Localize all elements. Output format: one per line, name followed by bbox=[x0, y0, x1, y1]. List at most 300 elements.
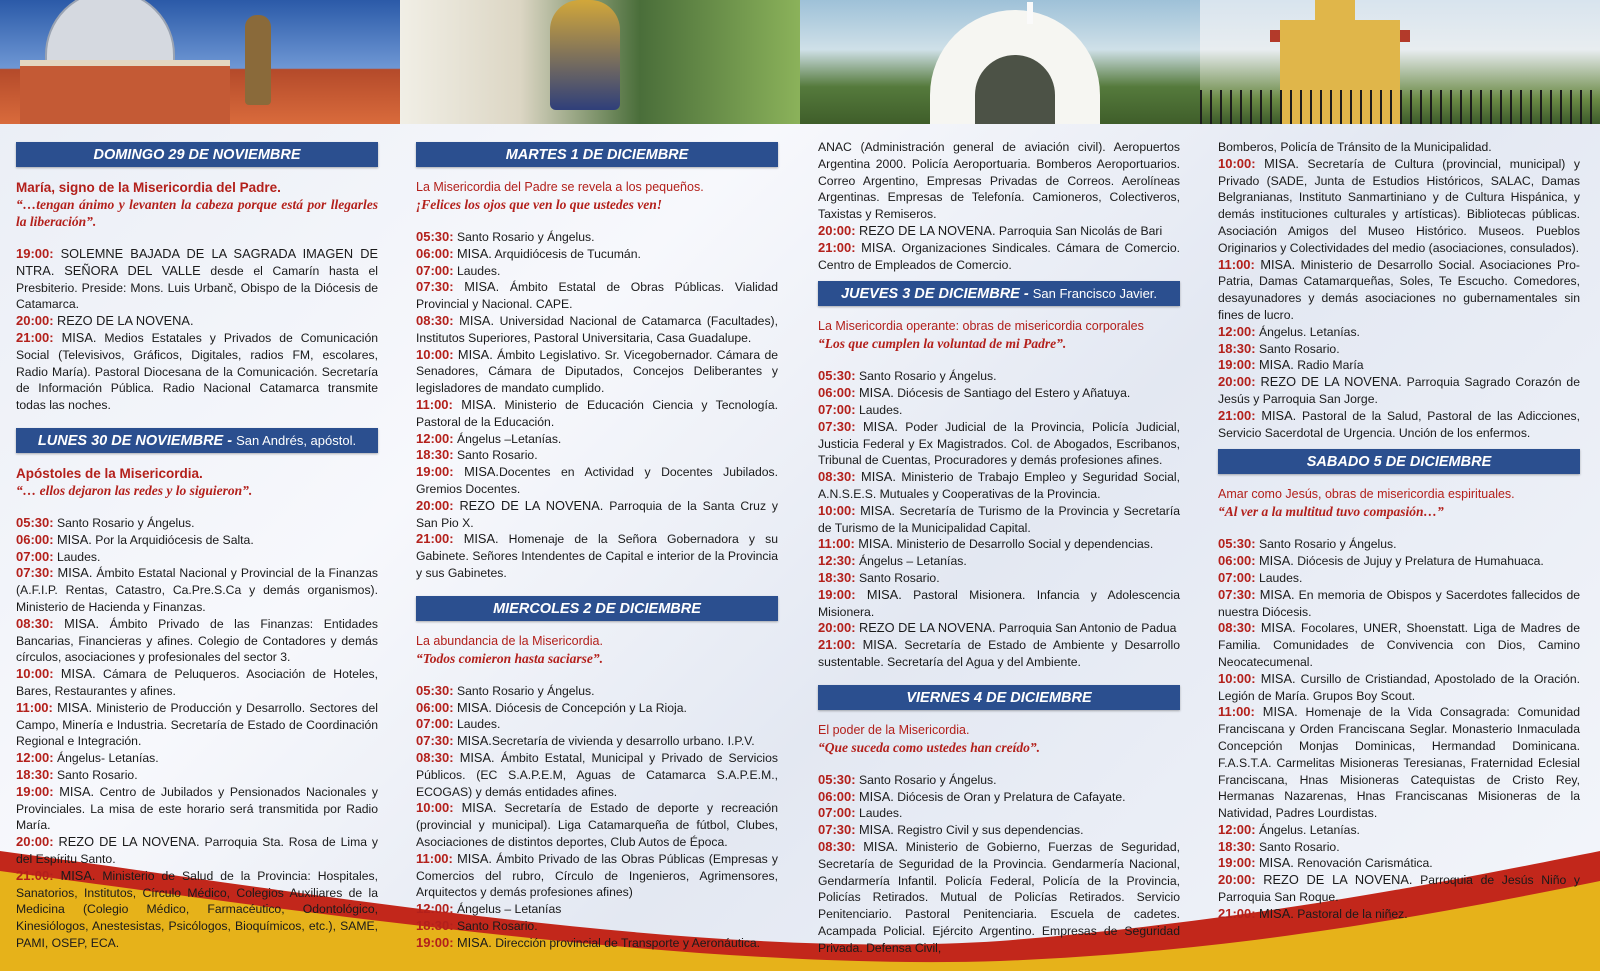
bell-tower-shape bbox=[1315, 0, 1355, 30]
day-header bbox=[818, 685, 1180, 710]
schedule-entry bbox=[416, 347, 778, 397]
entry-text: Laudes. bbox=[56, 549, 101, 564]
entry-kind: MISA. bbox=[60, 666, 96, 682]
day-theme: El poder de la Misericordia. bbox=[818, 722, 970, 737]
entry-time: 05:30: bbox=[1218, 536, 1256, 552]
entry-time: 18:30: bbox=[1218, 838, 1256, 854]
entry-text: Parroquia Sta. Rosa de Lima y del Espíritu Santo. bbox=[16, 835, 378, 866]
entry-text: Secretaría de Cultura (provincial, municipal) y Privado (SADE, Junta de Estudios Históricos, SALAC, Damas Belgranianas, Instituto Sanmartiniano y de Cultura Hispánica, y demás instituciones culturales y artísticas). Bibliotecas públicas. Asociación Amigos del Museo Histórico. Museos. Pueblos Originarios y Colectividades del medio (asociaciones, consulados). bbox=[1218, 156, 1580, 255]
schedule-entry bbox=[1218, 872, 1580, 906]
schedule-entry bbox=[416, 901, 778, 918]
entry-text: Santo Rosario y Ángelus. bbox=[456, 230, 595, 244]
entry-text: Santo Rosario y Ángelus. bbox=[456, 683, 595, 698]
entry-time: 05:30: bbox=[818, 368, 856, 384]
virgin-image-shape bbox=[550, 0, 620, 110]
entry-text: Parroquia Sagrado Corazón de Jesús y Parroquia San Jorge. bbox=[1218, 375, 1580, 406]
entry-text: Santo Rosario y Ángelus. bbox=[1258, 537, 1397, 552]
entry-text: Santo Rosario y Ángelus. bbox=[56, 515, 195, 530]
schedule-entry bbox=[416, 313, 778, 347]
entry-kind: MISA. bbox=[1261, 407, 1297, 423]
entry-time: 18:30: bbox=[1218, 340, 1256, 356]
entry-time: 21:00: bbox=[1218, 407, 1256, 423]
white-chapel-photo bbox=[800, 0, 1200, 124]
entry-kind: REZO DE LA NOVENA. bbox=[1263, 872, 1413, 888]
schedule-entry bbox=[818, 553, 1180, 570]
entry-kind: MISA. bbox=[57, 565, 93, 581]
entry-time: 11:00: bbox=[1218, 256, 1255, 272]
schedule-entry bbox=[16, 700, 378, 750]
church-dome-photo bbox=[0, 0, 400, 124]
entry-text: Ámbito Estatal, Municipal y Privado de Servicios Públicos. (EC S.A.P.E.M, Aguas de Catamarca S.A.P.E.M., ECOGAS) y demás entidades afines. bbox=[416, 750, 778, 799]
entry-kind: MISA. bbox=[860, 502, 895, 518]
entry-time: 06:00: bbox=[416, 245, 454, 261]
entry-text: Secretaría de Turismo de la Provincia y Secretaría de Turismo de la Municipalidad Capital. bbox=[818, 503, 1180, 535]
entry-kind: REZO DE LA NOVENA. bbox=[459, 497, 604, 513]
entry-time: 06:00: bbox=[16, 531, 54, 547]
entry-time: 11:00: bbox=[818, 536, 855, 552]
schedule-entry bbox=[416, 800, 778, 850]
entry-text: Ministerio de Educación Ciencia y Tecnología. Pastoral de la Educación. bbox=[416, 397, 778, 429]
schedule-entry bbox=[1218, 257, 1580, 324]
schedule-entry bbox=[818, 503, 1180, 537]
entry-time: 10:00: bbox=[416, 346, 454, 362]
schedule-entry bbox=[818, 805, 1180, 822]
section-gap bbox=[818, 671, 1180, 677]
schedule-entry bbox=[1218, 341, 1580, 358]
entry-time: 19:00: bbox=[16, 246, 54, 261]
day-header bbox=[16, 142, 378, 167]
entry-kind: MISA. bbox=[463, 531, 499, 547]
entry-text: Ángelus. Letanías. bbox=[1258, 822, 1360, 837]
day-title: SABADO 5 DE DICIEMBRE bbox=[1306, 454, 1492, 471]
entry-text: Secretaría de Estado de deporte y recreación (provincial y municipal). Liga Catamarqueña de fútbol, Clubes, Asociaciones de distintos deportes, Club Autos de Época. bbox=[416, 801, 778, 849]
entry-time: 06:00: bbox=[416, 699, 454, 715]
schedule-entry bbox=[1218, 906, 1580, 923]
entry-kind: REZO DE LA NOVENA. bbox=[56, 313, 194, 329]
schedule-entry bbox=[818, 822, 1180, 839]
entry-text: Ministerio de Desarrollo Social y dependencias. bbox=[893, 537, 1154, 552]
entry-text: Diócesis de Concepción y La Rioja. bbox=[491, 700, 687, 715]
entry-text: Santo Rosario. bbox=[456, 918, 538, 933]
entry-text: Organizaciones Sindicales. Cámara de Comercio. Centro de Empleados de Comercio. bbox=[818, 240, 1180, 272]
entry-text: Laudes. bbox=[456, 717, 501, 732]
schedule-entry bbox=[1218, 357, 1580, 374]
entry-time: 07:00: bbox=[1218, 569, 1256, 585]
entry-time: 08:30: bbox=[818, 838, 856, 854]
entry-kind: MISA. bbox=[59, 783, 95, 799]
entry-kind: MISA. bbox=[464, 279, 500, 295]
entry-kind: MISA. bbox=[862, 637, 898, 653]
tower-shape bbox=[20, 60, 230, 124]
entry-text: Santo Rosario. bbox=[1258, 341, 1340, 356]
schedule-entry bbox=[1218, 570, 1580, 587]
entry-kind: MISA. bbox=[1260, 256, 1296, 272]
day-title: LUNES 30 DE NOVIEMBRE - bbox=[37, 432, 233, 449]
cross-shape bbox=[1027, 2, 1033, 24]
entry-time: 19:00: bbox=[1218, 855, 1256, 871]
continued-text: Bomberos, Policía de Tránsito de la Municipalidad. bbox=[1218, 140, 1492, 154]
entry-kind: REZO DE LA NOVENA. bbox=[1260, 374, 1402, 390]
entry-text: Focolares, UNER, Shoenstatt. Liga de Madres de Familia. Comunidades de Convivencia con Dios, Camino Neocatecumenal. bbox=[1218, 621, 1580, 669]
entry-time: 18:30: bbox=[818, 569, 856, 585]
day-theme: María, signo de la Misericordia del Padre. bbox=[16, 180, 281, 195]
day-saint: San Andrés, apóstol. bbox=[236, 432, 357, 448]
schedule-entry bbox=[416, 431, 778, 448]
entry-time: 05:30: bbox=[16, 514, 54, 530]
day-theme: Apóstoles de la Misericordia. bbox=[16, 465, 203, 481]
entry-time: 07:30: bbox=[818, 822, 856, 838]
day-quote: ¡Felices los ojos que ven lo que ustedes ven! bbox=[416, 197, 662, 212]
entry-time: 06:00: bbox=[1218, 553, 1256, 569]
entry-text: Laudes. bbox=[456, 263, 501, 278]
entry-time: 19:00: bbox=[1218, 357, 1256, 373]
day-theme: Amar como Jesús, obras de misericordia espirituales. bbox=[1218, 487, 1515, 502]
entry-time: 08:30: bbox=[1218, 620, 1256, 636]
entry-text: Ángelus- Letanías. bbox=[56, 751, 159, 766]
schedule-entry bbox=[818, 637, 1180, 671]
schedule-entry bbox=[1218, 374, 1580, 408]
schedule-entry bbox=[416, 683, 778, 700]
entry-kind: MISA. bbox=[57, 699, 92, 715]
entry-text: Cámara de Peluqueros. Asociación de Hoteles, Bares, Restaurantes y afines. bbox=[16, 667, 379, 698]
schedule-entry bbox=[818, 620, 1180, 637]
schedule-entry bbox=[16, 750, 378, 767]
schedule-entry bbox=[818, 368, 1180, 385]
entry-kind: SOLEMNE BAJADA DE LA SAGRADA IMAGEN DE NTRA. SEÑORA DEL VALLE bbox=[16, 246, 378, 278]
entry-time: 21:00: bbox=[16, 867, 54, 883]
entry-time: 21:00: bbox=[818, 637, 856, 653]
entry-text: Dirección provincial de Transporte y Aeronáutica. bbox=[491, 935, 761, 950]
entry-time: 12:00: bbox=[1218, 821, 1256, 837]
entry-time: 12:00: bbox=[416, 901, 454, 917]
entry-text: En memoria de Obispos y Sacerdotes fallecidos de nuestra Diócesis. bbox=[1218, 587, 1581, 619]
section-gap bbox=[818, 956, 1180, 962]
entry-kind: MISA. bbox=[861, 469, 896, 485]
column-2 bbox=[416, 134, 778, 957]
entry-time: 07:00: bbox=[416, 262, 454, 278]
entry-kind: MISA. bbox=[1258, 905, 1294, 921]
entry-text: Santo Rosario y Ángelus. bbox=[858, 772, 997, 787]
entry-time: 20:00: bbox=[16, 313, 54, 329]
entry-text: Ángelus – Letanías bbox=[456, 902, 562, 917]
section-gap bbox=[1218, 923, 1580, 929]
entry-time: 20:00: bbox=[1218, 872, 1256, 888]
entry-text: Parroquia de la Santa Cruz y San Pio X. bbox=[416, 498, 778, 530]
entry-time: 21:00: bbox=[16, 329, 54, 345]
entry-text: Secretaría de Estado de Ambiente y Desarrollo sustentable. Secretaría del Agua y del Ambiente. bbox=[818, 638, 1180, 669]
schedule-entry bbox=[16, 246, 378, 313]
entry-time: 20:00: bbox=[1218, 374, 1256, 390]
statue-shape bbox=[245, 15, 271, 105]
entry-text: Ámbito Estatal Nacional y Provincial de la Finanzas (A.F.I.P. Rentas, Catastro, Ca.Pre.S.Ca y demás organismos). Ministerio de Hacienda y Finanzas. bbox=[16, 566, 378, 614]
schedule-entry bbox=[416, 447, 778, 464]
entry-time: 19:00: bbox=[416, 934, 454, 950]
entry-time: 07:30: bbox=[818, 418, 856, 434]
yellow-church-photo bbox=[1200, 0, 1600, 124]
day-saint: San Francisco Javier. bbox=[1032, 286, 1158, 302]
entry-time: 20:00: bbox=[16, 834, 54, 850]
day-theme: La Misericordia del Padre se revela a los pequeños. bbox=[416, 180, 704, 194]
entry-kind: MISA. bbox=[459, 749, 495, 765]
day-quote: “Al ver a la multitud tuvo compasión…” bbox=[1218, 504, 1444, 520]
schedule-entry bbox=[16, 565, 378, 615]
entry-text: Arquidiócesis de Tucumán. bbox=[491, 246, 641, 261]
entry-text: Medios Estatales y Privados de Comunicación Social (Televisivos, Gráficos, Digitales, radios FM, escolares, Radio María). Pastoral Diocesana de la Comunicación. Secretaría de Información Pública. Radio Nacional Catamarca transmite todas las noches. bbox=[16, 330, 378, 413]
entry-kind: MISA. bbox=[457, 346, 493, 362]
entry-kind: MISA. bbox=[858, 822, 894, 838]
entry-kind: MISA. bbox=[863, 838, 899, 854]
schedule-entry bbox=[818, 402, 1180, 419]
entry-time: 06:00: bbox=[818, 788, 856, 804]
schedule-entry bbox=[818, 469, 1180, 503]
entry-time: 07:00: bbox=[16, 548, 54, 564]
entry-text: Ámbito Legislativo. Sr. Vicegobernador. Cámara de Senadores, Cámara de Diputados, Concejos Deliberantes y legisladores de mandato cumplido. bbox=[416, 347, 778, 396]
entry-time: 11:00: bbox=[416, 850, 453, 866]
column-1 bbox=[16, 134, 378, 958]
entry-text: Diócesis de Oran y Prelatura de Cafayate. bbox=[893, 789, 1126, 804]
entry-kind: MISA. bbox=[456, 934, 492, 950]
entry-text: Renovación Carismática. bbox=[1293, 856, 1433, 871]
entry-time: 06:00: bbox=[818, 385, 856, 401]
entry-time: 11:00: bbox=[16, 699, 53, 715]
entry-kind: MISA. bbox=[464, 464, 499, 480]
entry-time: 10:00: bbox=[1218, 155, 1256, 171]
section-gap bbox=[416, 951, 778, 957]
entry-text: Secretaría de vivienda y desarrollo urbano. I.P.V. bbox=[491, 734, 755, 749]
entry-time: 10:00: bbox=[16, 666, 54, 682]
entry-text: desde el Camarín hasta el Presbiterio. Preside: Mons. Luis Urbanč, Obispo de la Diócesis de Catamarca. bbox=[16, 263, 379, 312]
schedule-entry bbox=[416, 700, 778, 717]
schedule-entry bbox=[416, 263, 778, 280]
continued-text: ANAC (Administración general de aviación civil). Aeropuertos Argentina 2000. Policía Aeroportuaria. Bomberos Aeroportuarios. Correo Argentino, Empresas Privadas de Correos. Aerolíneas Argentinas. Empresas de Telefonía. Camioneros, Colectiveros, Taxistas y Remiseros. bbox=[818, 140, 1180, 222]
entry-time: 12:00: bbox=[416, 430, 454, 446]
schedule-entry bbox=[416, 716, 778, 733]
schedule-entry bbox=[1218, 536, 1580, 553]
entry-time: 21:00: bbox=[818, 239, 856, 255]
entry-time: 10:00: bbox=[1218, 670, 1256, 686]
day-quote: “Todos comieron hasta saciarse”. bbox=[416, 650, 604, 666]
entry-text: Pastoral de la Salud, Pastoral de las Adicciones, Servicio Sacerdotal de Urgencia. Unción de los enfermos. bbox=[1218, 408, 1580, 440]
entry-kind: MISA. bbox=[457, 850, 492, 866]
schedule-entry bbox=[416, 918, 778, 935]
fence-shape bbox=[1200, 90, 1600, 124]
entry-kind: MISA. bbox=[56, 531, 92, 547]
schedule-entry bbox=[1218, 855, 1580, 872]
entry-text: Ministerio de Gobierno, Fuerzas de Seguridad, Secretaría de Seguridad de la Provincia. Gendarmería Nacional, Gendarmería Infantil. Policía Federal, Policía de la Provincia, Policías Retirados. Mutual de Policías Retirados. Servicio Penitenciario. Pastoral Penitenciaria. Escuela de cadetes. Acampada Policial. Ejército Argentino. Empresas de Seguridad Privada. Defensa Civil, bbox=[818, 839, 1180, 955]
entry-text: Ángelus. Letanías. bbox=[1258, 324, 1360, 339]
entry-text: Ministerio de Trabajo Empleo y Seguridad Social, A.N.S.E.S. Mutuales y Cooperativas de la Provincia. bbox=[818, 470, 1181, 501]
schedule-entry bbox=[1218, 408, 1580, 442]
schedule-entry bbox=[818, 240, 1180, 274]
entry-kind: MISA. bbox=[461, 396, 497, 412]
entry-text: Registro Civil y sus dependencias. bbox=[893, 823, 1084, 838]
day-header bbox=[16, 428, 378, 453]
entry-text: Universidad Nacional de Catamarca (Facultades), Institutos Superiores, Pastoral Universitaria, Casa Guadalupe. bbox=[416, 313, 778, 345]
schedule-entry bbox=[818, 536, 1180, 553]
entry-time: 19:00: bbox=[416, 464, 454, 480]
entry-text: Parroquia de Jesús Niño y Parroquia San Roque. bbox=[1218, 873, 1581, 905]
entry-kind: MISA. bbox=[461, 800, 497, 816]
day-header bbox=[1218, 449, 1580, 474]
schedule-entry bbox=[818, 839, 1180, 957]
entry-text: Laudes. bbox=[1258, 570, 1303, 585]
schedule-entry bbox=[818, 772, 1180, 789]
entry-time: 08:30: bbox=[16, 615, 54, 631]
entry-time: 11:00: bbox=[1218, 704, 1255, 720]
section-gap bbox=[16, 414, 378, 420]
day-title: VIERNES 4 DE DICIEMBRE bbox=[906, 689, 1092, 706]
entry-time: 10:00: bbox=[818, 502, 856, 518]
schedule-entry bbox=[1218, 704, 1580, 822]
schedule-entry bbox=[818, 385, 1180, 402]
entry-time: 07:30: bbox=[416, 279, 454, 295]
entry-time: 18:30: bbox=[416, 447, 454, 463]
schedule-entry bbox=[416, 851, 778, 901]
entry-time: 20:00: bbox=[818, 222, 856, 238]
entry-text: Santo Rosario. bbox=[56, 767, 138, 782]
entry-text: Ministerio de Producción y Desarrollo. Sectores del Campo, Minería e Industria. Secretaría de Estado de Coordinación Regional e Integración. bbox=[16, 700, 378, 749]
schedule-entry bbox=[16, 834, 378, 868]
entry-kind: MISA. bbox=[1259, 586, 1295, 602]
entry-kind: MISA. bbox=[456, 699, 492, 715]
entry-time: 12:00: bbox=[16, 750, 54, 766]
day-quote: “Los que cumplen la voluntad de mi Padre”. bbox=[818, 336, 1067, 352]
schedule-entry bbox=[1218, 553, 1580, 570]
entry-text: Ministerio de Salud de la Provincia: Hospitales, Sanatorios, Institutos, Círculo Médico, Colegios Auxiliares de la Medicina (Colegio Médico, Farmacéutico, Odontológico, Kinesiólogos, Anestesistas, Psicólogos, Bioquímicos, etc.), SAME, PAMI, OSEP, ECA. bbox=[16, 868, 378, 950]
day-title: DOMINGO 29 DE NOVIEMBRE bbox=[93, 147, 301, 163]
schedule-entry bbox=[416, 935, 778, 952]
entry-text: Parroquia San Antonio de Padua bbox=[995, 621, 1177, 636]
schedule-entry bbox=[16, 532, 378, 549]
schedule-entry bbox=[1218, 587, 1580, 621]
schedule-entry bbox=[16, 515, 378, 532]
schedule-entry bbox=[818, 570, 1180, 587]
entry-time: 20:00: bbox=[416, 497, 454, 513]
entry-text: Ángelus –Letanías. bbox=[456, 431, 562, 446]
schedule-entry bbox=[16, 784, 378, 834]
entry-kind: REZO DE LA NOVENA. bbox=[858, 222, 996, 238]
day-theme: La Misericordia operante: obras de misericordia corporales bbox=[818, 319, 1144, 334]
entry-kind: MISA. bbox=[459, 312, 495, 328]
schedule-entry bbox=[818, 789, 1180, 806]
schedule-entry bbox=[16, 549, 378, 566]
entry-time: 20:00: bbox=[818, 620, 856, 636]
entry-kind: MISA. bbox=[861, 239, 897, 255]
entry-text: Pastoral Misionera. Infancia y Adolescencia Misionera. bbox=[818, 587, 1180, 619]
entry-time: 05:30: bbox=[416, 229, 454, 244]
column-4 bbox=[1218, 134, 1580, 929]
entry-text: Ángelus – Letanías. bbox=[858, 554, 967, 569]
entry-time: 05:30: bbox=[818, 771, 856, 787]
entry-kind: REZO DE LA NOVENA. bbox=[858, 620, 996, 636]
entry-time: 08:30: bbox=[416, 749, 454, 765]
entry-text: Ministerio de Desarrollo Social. Asociaciones Pro-Patria, Damas Catamarqueñas, Soles, Te Escucho. Comedores, desayunadores y demás asociaciones no gubernamentales sin fines de lucro. bbox=[1218, 257, 1580, 322]
entry-kind: MISA. bbox=[60, 867, 96, 883]
entry-text: Laudes. bbox=[858, 402, 903, 417]
schedule-entry bbox=[818, 223, 1180, 240]
entry-kind: MISA. bbox=[61, 329, 97, 345]
entry-kind: MISA. bbox=[858, 788, 894, 804]
entry-kind: MISA. bbox=[1260, 620, 1296, 636]
entry-time: 21:00: bbox=[1218, 905, 1256, 921]
column-3 bbox=[818, 134, 1180, 962]
entry-time: 05:30: bbox=[416, 682, 454, 698]
schedule-entry bbox=[16, 313, 378, 330]
day-header bbox=[416, 596, 778, 621]
entry-text: Parroquia San Nicolás de Bari bbox=[995, 223, 1163, 238]
entry-time: 21:00: bbox=[416, 531, 454, 547]
entry-kind: MISA. bbox=[1264, 155, 1299, 171]
schedule-entry bbox=[818, 419, 1180, 469]
entry-text: Laudes. bbox=[858, 806, 903, 821]
entry-time: 07:00: bbox=[818, 401, 856, 417]
entry-kind: MISA. bbox=[858, 385, 894, 401]
entry-time: 18:30: bbox=[16, 766, 54, 782]
schedule-entry bbox=[416, 464, 778, 498]
schedule-entry bbox=[16, 666, 378, 700]
entry-text: Cursillo de Cristiandad, Apostolado de la Oración. Legión de María. Grupos Boy Scout. bbox=[1218, 671, 1580, 703]
entry-text: Radio María bbox=[1293, 358, 1364, 373]
entry-time: 19:00: bbox=[16, 783, 54, 799]
entry-time: 12:30: bbox=[818, 553, 856, 569]
schedule-entry bbox=[416, 279, 778, 313]
entry-kind: MISA. bbox=[1258, 855, 1294, 871]
entry-text: Ámbito Estatal de Obras Públicas. Vialidad Provincial y Nacional. CAPE. bbox=[416, 280, 778, 312]
schedule-entry bbox=[1218, 671, 1580, 705]
day-quote: “… ellos dejaron las redes y lo siguieron”. bbox=[16, 482, 253, 498]
section-gap bbox=[416, 582, 778, 588]
entry-text: Ámbito Privado de las Finanzas: Entidades Bancarias, Financieras y afines. Colegio de Contadores y demás círculos, asociaciones y profesionales del sector 3. bbox=[16, 616, 378, 665]
entry-kind: MISA. bbox=[862, 418, 898, 434]
photo-strip bbox=[0, 0, 1600, 124]
schedule-entry bbox=[16, 868, 378, 952]
entry-time: 07:00: bbox=[416, 716, 454, 732]
day-header bbox=[416, 142, 778, 167]
schedule-entry bbox=[416, 750, 778, 800]
schedule-entry bbox=[16, 330, 378, 414]
entry-text: Docentes en Actividad y Docentes Jubilados. Gremios Docentes. bbox=[416, 465, 779, 496]
entry-text: Centro de Jubilados y Pensionados Nacionales y Provinciales. La misa de este horario será transmitida por Radio María. bbox=[16, 784, 378, 833]
schedule-entry bbox=[416, 229, 778, 246]
entry-kind: MISA. bbox=[456, 733, 492, 749]
entry-text: Homenaje de la Vida Consagrada: Comunidad Franciscana y Orden Franciscana Seglar. Monasterio Inmaculada Concepción Monjas Dominicas, Hermandad Dominicana. F.A.S.T.A. Carmelitas Misioneras Teresianas, Fraternidad Eclesial Franciscana, Hnas Misioneras Catequistas de Cristo Rey, Hermanas Nazarenas, Hnas Franciscanas Misioneras de la Natividad, Padres Lourdistas. bbox=[1218, 705, 1581, 821]
schedule-entry bbox=[1218, 324, 1580, 341]
entry-kind: REZO DE LA NOVENA. bbox=[58, 834, 200, 850]
entry-time: 19:00: bbox=[818, 586, 856, 602]
entry-time: 18:30: bbox=[416, 917, 454, 933]
day-title: JUEVES 3 DE DICIEMBRE - bbox=[840, 286, 1029, 303]
schedule-entry bbox=[416, 531, 778, 581]
entry-kind: MISA. bbox=[456, 245, 492, 261]
schedule-entry bbox=[1218, 620, 1580, 670]
schedule-entry bbox=[1218, 839, 1580, 856]
entry-time: 12:00: bbox=[1218, 323, 1256, 339]
day-theme: La abundancia de la Misericordia. bbox=[416, 633, 603, 648]
schedule-entry bbox=[16, 616, 378, 666]
entry-kind: MISA. bbox=[1262, 704, 1298, 720]
entry-time: 07:30: bbox=[416, 733, 454, 749]
entry-kind: MISA. bbox=[866, 586, 902, 602]
schedule-entry bbox=[416, 498, 778, 532]
entry-time: 07:00: bbox=[818, 805, 856, 821]
entry-text: Santo Rosario. bbox=[1258, 839, 1340, 854]
entry-time: 10:00: bbox=[416, 800, 454, 816]
schedule-entry bbox=[1218, 822, 1580, 839]
day-header bbox=[818, 281, 1180, 306]
day-quote: “…tengan ánimo y levanten la cabeza porque está por llegarles la liberación”. bbox=[16, 197, 378, 229]
entry-text: Santo Rosario. bbox=[456, 448, 538, 463]
entry-text: Pastoral de la niñez. bbox=[1293, 906, 1408, 921]
